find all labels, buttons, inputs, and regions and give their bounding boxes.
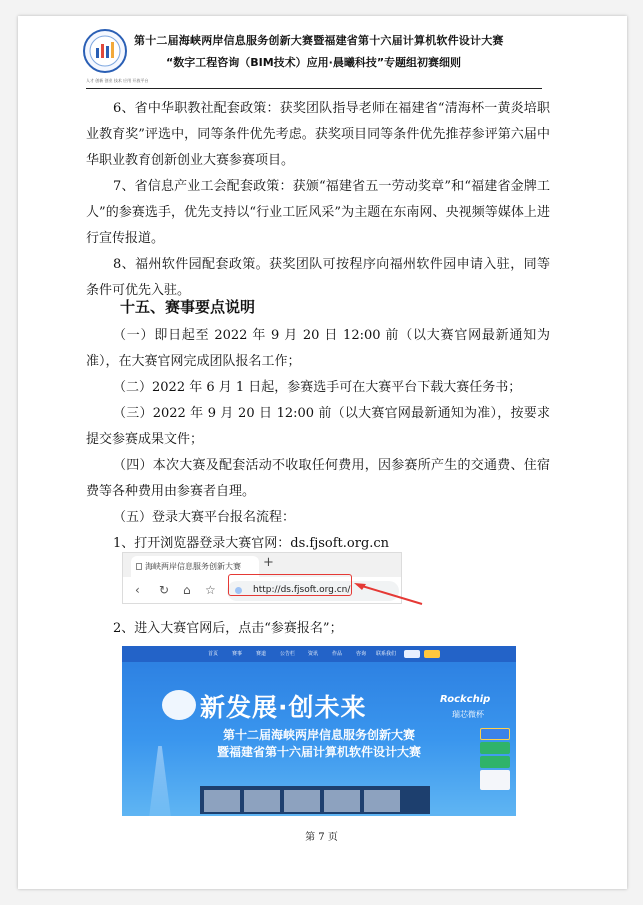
paragraph: （二）2022 年 6 月 1 日起，参赛选手可在大赛平台下载大赛任务书； [113, 380, 522, 395]
side-qr-card[interactable] [480, 770, 510, 790]
url-text: http://ds.fjsoft.org.cn/ [253, 585, 351, 595]
home-icon[interactable]: ⌂ [183, 583, 191, 597]
header-title-line2: “数字工程咨询（BIM技术）应用·晨曦科技”专题组初赛细则 [166, 56, 462, 69]
paragraph: 8、福州软件园配套政策。获奖团队可按程序向福州软件园申请入驻，同等条件可优先入驻。 [86, 257, 550, 298]
url-highlight-box [228, 574, 352, 596]
site-nav-item[interactable]: 联系我们 [376, 651, 397, 657]
sponsor-brand: Rockchip [440, 694, 491, 705]
paragraph: 7、省信息产业工会配套政策：获颁“福建省五一劳动奖章”和“福建省金牌工人”的参赛选手，优先支持以“行业工匠风采”为主题在东南网、央视频等媒体上进行宣传报道。 [86, 179, 550, 246]
site-nav-bar [122, 646, 516, 662]
site-nav-item[interactable]: 咨询 [356, 651, 367, 657]
photo-strip [200, 786, 430, 814]
side-button[interactable] [480, 756, 510, 768]
site-nav-item[interactable]: 资讯 [308, 651, 319, 657]
paragraph: （五）登录大赛平台报名流程： [113, 510, 296, 525]
policy-paragraphs [86, 96, 550, 304]
register-button[interactable] [424, 650, 440, 658]
event-photo [284, 790, 320, 812]
site-nav-item[interactable]: 赛道 [256, 651, 267, 657]
side-register-button[interactable] [480, 728, 510, 740]
paragraph: （一）即日起至 2022 年 9 月 20 日 12:00 前（以大赛官网最新通知为准），在大赛官网完成团队报名工作； [86, 328, 550, 369]
paragraph: （三）2022 年 9 月 20 日 12:00 前（以大赛官网最新通知为准），按要求提交参赛成果文件； [86, 406, 550, 447]
logo-caption: 人才 创新 创业 技术 应用 开放平台 [86, 78, 149, 83]
section-heading: 十五、赛事要点说明 [120, 298, 256, 316]
paragraph: （四）本次大赛及配套活动不收取任何费用，因参赛所产生的交通费、住宿费等各种费用由参赛者自理。 [86, 458, 550, 499]
tab-title: 海峡两岸信息服务创新大赛 [145, 562, 241, 571]
site-nav-item[interactable]: 公告栏 [280, 651, 296, 657]
paragraph: 1、打开浏览器登录大赛官网：ds.fjsoft.org.cn [113, 536, 390, 551]
back-arrow-icon[interactable]: ‹ [135, 583, 140, 597]
website-banner-screenshot [122, 646, 516, 816]
banner-subtitle-1: 第十二届海峡两岸信息服务创新大赛 [222, 728, 415, 742]
header-rule [86, 88, 542, 89]
red-arrow-icon [350, 580, 430, 610]
step2-text-block [86, 616, 550, 642]
paragraph: 6、省中华职教社配套政策：获奖团队指导老师在福建省“清海杯一黄炎培职业教育奖”评选中，同等条件优先考虑。获奖项目同等条件优先推荐参评第六届中华职业教育创新创业大赛参赛项目。 [86, 101, 550, 168]
site-nav-item[interactable]: 作品 [332, 651, 343, 657]
key-points-paragraphs [86, 323, 550, 557]
banner-title: 新发展·创未来 [200, 693, 367, 722]
site-nav-item[interactable]: 赛事 [232, 651, 243, 657]
page-header [88, 30, 548, 92]
login-button[interactable] [404, 650, 420, 658]
event-photo [244, 790, 280, 812]
page-icon [136, 563, 142, 570]
page-number: 第 7 页 [305, 832, 338, 843]
contest-logo [82, 28, 128, 74]
event-photo [324, 790, 360, 812]
star-icon[interactable]: ☆ [205, 583, 216, 597]
new-tab-icon[interactable]: + [263, 555, 274, 570]
sponsor-brand-cn: 瑞芯微杯 [452, 710, 484, 719]
banner-subtitle-2: 暨福建省第十六届计算机软件设计大赛 [216, 745, 421, 759]
site-nav-item[interactable]: 首页 [208, 651, 219, 657]
header-title-line1: 第十二届海峡两岸信息服务创新大赛暨福建省第十六届计算机软件设计大赛 [134, 34, 504, 47]
reload-icon[interactable]: ↻ [159, 583, 170, 597]
paragraph: 2、进入大赛官网后，点击“参赛报名”； [113, 621, 343, 636]
side-button[interactable] [480, 742, 510, 754]
event-photo [364, 790, 400, 812]
banner-logo [162, 690, 196, 720]
event-photo [204, 790, 240, 812]
